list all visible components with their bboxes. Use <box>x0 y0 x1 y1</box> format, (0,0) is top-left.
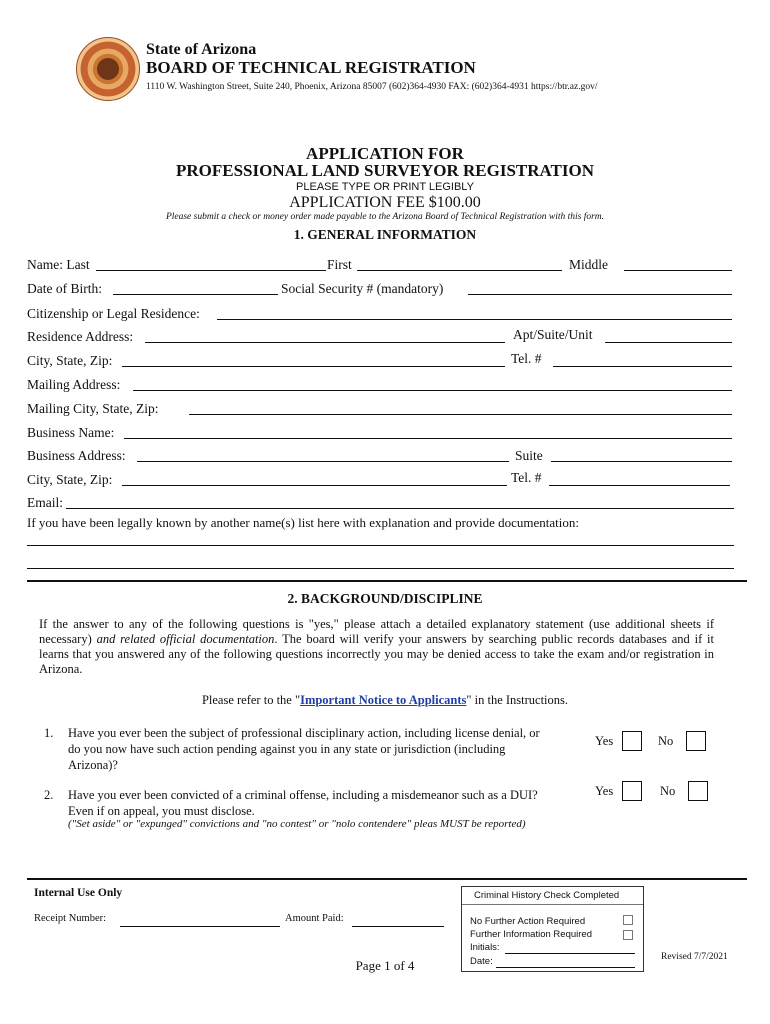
question2-text: Have you ever been convicted of a criminal offense, including a misdemeanor such as a DUI? Even if on appeal, you must disclose. <box>68 788 538 818</box>
board-name: BOARD OF TECHNICAL REGISTRATION <box>146 58 476 77</box>
form-title-line2: PROFESSIONAL LAND SURVEYOR REGISTRATION <box>175 161 595 180</box>
other-names-field-line2[interactable] <box>27 568 734 569</box>
question2-number: 2. <box>44 788 54 802</box>
question2-yes-checkbox[interactable] <box>622 781 642 801</box>
amount-paid-label: Amount Paid: <box>285 913 344 924</box>
section2-heading: 2. BACKGROUND/DISCIPLINE <box>287 591 483 606</box>
state-name: State of Arizona <box>146 41 257 58</box>
section1-heading: 1. GENERAL INFORMATION <box>293 227 477 242</box>
question2-yes-label: Yes <box>595 784 614 798</box>
first-name-label: First <box>327 257 352 272</box>
amount-paid-field[interactable] <box>352 926 444 927</box>
mailing-address-field[interactable] <box>133 390 732 391</box>
suite-field[interactable] <box>551 461 732 462</box>
question1-no-label: No <box>658 734 674 748</box>
business-city-label: City, State, Zip: <box>27 472 113 487</box>
other-names-field-line1[interactable] <box>27 545 734 546</box>
city-state-zip-field[interactable] <box>122 366 505 367</box>
tel-label: Tel. # <box>511 351 542 366</box>
question2-no-label: No <box>660 784 676 798</box>
business-tel-label: Tel. # <box>511 470 542 485</box>
middle-name-field[interactable] <box>624 270 732 271</box>
initials-label: Initials: <box>470 942 500 953</box>
question1-text: Have you ever been the subject of professional disciplinary action, including license denial, or do you now have such action pending against you in any state or jurisdiction (including Arizona)? <box>68 726 540 772</box>
further-information-label: Further Information Required <box>470 929 592 940</box>
page-number: Page 1 of 4 <box>355 958 415 973</box>
residence-address-field[interactable] <box>145 342 505 343</box>
mailing-address-label: Mailing Address: <box>27 377 121 392</box>
no-further-action-checkbox[interactable] <box>623 915 633 925</box>
business-city-field[interactable] <box>122 485 507 486</box>
panel-title-divider <box>462 904 643 905</box>
first-name-field[interactable] <box>357 270 562 271</box>
criminal-history-panel <box>461 886 644 972</box>
tel-field[interactable] <box>553 366 732 367</box>
question2-note: ("Set aside" or "expunged" convictions and "no contest" or "nolo contendere" pleas MUST be reported) <box>68 818 526 830</box>
citizenship-label: Citizenship or Legal Residence: <box>27 306 200 321</box>
panel-title: Criminal History Check Completed <box>474 890 620 901</box>
mailing-city-label: Mailing City, State, Zip: <box>27 401 159 416</box>
date-label: Date: <box>470 956 493 967</box>
citizenship-field[interactable] <box>217 319 732 320</box>
residence-address-label: Residence Address: <box>27 329 134 344</box>
other-names-label: If you have been legally known by another name(s) list here with explanation and provide documentation: <box>27 515 579 530</box>
dob-field[interactable] <box>113 294 278 295</box>
instructions-reference: Please refer to the "Important Notice to Applicants" in the Instructions. <box>201 693 569 707</box>
question1-number: 1. <box>44 726 54 740</box>
important-notice-link[interactable]: Important Notice to Applicants <box>300 693 467 707</box>
last-name-field[interactable] <box>96 270 326 271</box>
section-divider <box>27 580 747 582</box>
dob-label: Date of Birth: <box>27 281 102 296</box>
business-address-field[interactable] <box>137 461 509 462</box>
business-tel-field[interactable] <box>549 485 730 486</box>
mailing-city-field[interactable] <box>189 414 732 415</box>
suite-label: Suite <box>515 448 543 463</box>
question1-yes-label: Yes <box>595 734 614 748</box>
form-title-line1: APPLICATION FOR <box>306 144 464 163</box>
payment-note: Please submit a check or money order made payable to the Arizona Board of Technical Registration with this form. <box>165 212 605 222</box>
question2-no-checkbox[interactable] <box>688 781 708 801</box>
revision-date: Revised 7/7/2021 <box>661 952 728 962</box>
apt-field[interactable] <box>605 342 732 343</box>
question1-no-checkbox[interactable] <box>686 731 706 751</box>
board-address: 1110 W. Washington Street, Suite 240, Phoenix, Arizona 85007 (602)364-4930 FAX: (602)364-4931 https://btr.az.gov/ <box>146 82 598 92</box>
further-information-checkbox[interactable] <box>623 930 633 940</box>
middle-name-label: Middle <box>569 257 608 272</box>
receipt-number-field[interactable] <box>120 926 280 927</box>
email-label: Email: <box>27 495 63 510</box>
initials-field[interactable] <box>505 953 635 954</box>
email-field[interactable] <box>66 508 734 509</box>
business-name-field[interactable] <box>124 438 732 439</box>
receipt-number-label: Receipt Number: <box>34 913 107 924</box>
last-name-label: Name: Last <box>27 257 90 272</box>
date-field[interactable] <box>496 967 635 968</box>
footer-divider <box>27 878 747 880</box>
apt-label: Apt/Suite/Unit <box>513 327 593 342</box>
question1-yes-checkbox[interactable] <box>622 731 642 751</box>
business-address-label: Business Address: <box>27 448 126 463</box>
arizona-seal-logo <box>76 37 140 101</box>
application-fee: APPLICATION FEE $100.00 <box>289 194 481 211</box>
business-name-label: Business Name: <box>27 425 115 440</box>
background-intro: If the answer to any of the following questions is "yes," please attach a detailed explanatory statement (use additional sheets if necessary) and related official documentation. The board will verify your answers by searching public records databases and if it learns that you answered any of the following questions incorrectly you may be denied access to take the exam and/or registration in Arizona. <box>39 617 714 676</box>
internal-use-heading: Internal Use Only <box>34 887 123 899</box>
city-state-zip-label: City, State, Zip: <box>27 353 113 368</box>
ssn-field[interactable] <box>468 294 732 295</box>
no-further-action-label: No Further Action Required <box>470 916 586 927</box>
ssn-label: Social Security # (mandatory) <box>281 281 444 296</box>
print-instruction: PLEASE TYPE OR PRINT LEGIBLY <box>296 181 474 193</box>
